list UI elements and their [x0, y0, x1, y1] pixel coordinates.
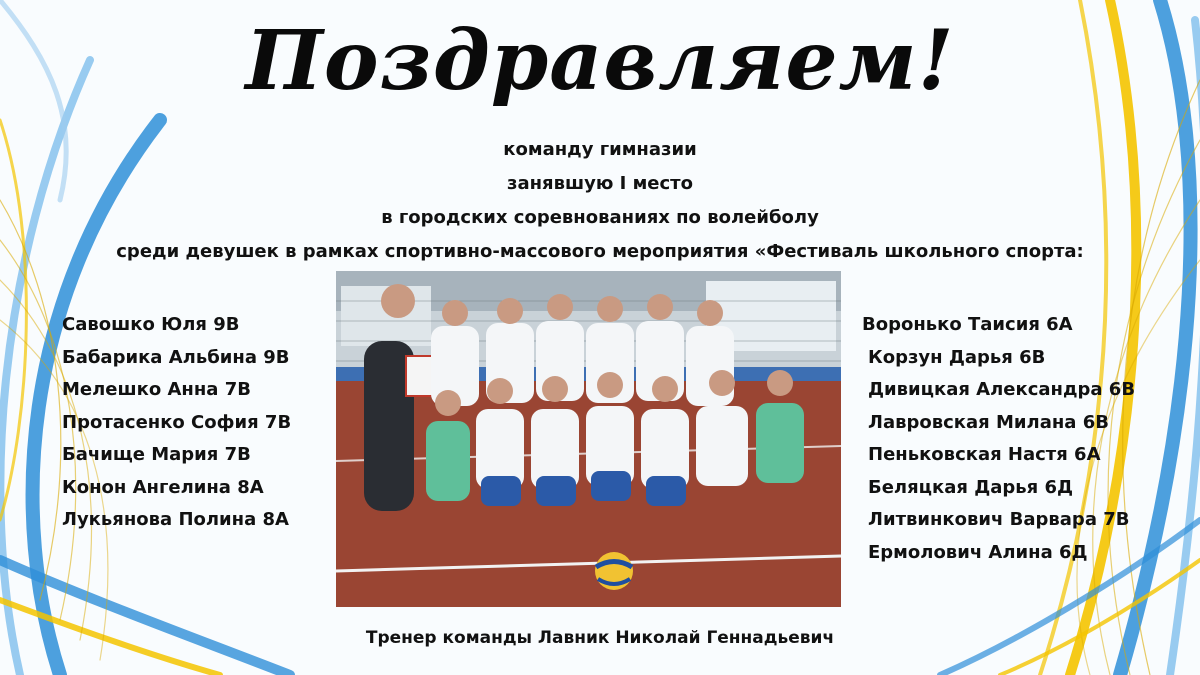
list-item: Мелешко Анна 7В: [62, 379, 251, 400]
list-item: Бабарика Альбина 9В: [62, 346, 290, 368]
page-title: Поздравляем!: [245, 13, 955, 109]
coach-caption: Тренер команды Лавник Николай Геннадьевич: [365, 628, 835, 648]
list-item: Протасенко София 7В: [62, 411, 292, 433]
subtitle-line-3: в городских соревнованиях по волейболу: [381, 207, 819, 228]
list-item: Савошко Юля 9В: [62, 314, 240, 335]
team-photo-illustration: [336, 271, 841, 607]
list-item: Бачище Мария 7В: [62, 444, 251, 465]
team-photo: [336, 271, 841, 607]
right-names-list: [862, 309, 1135, 569]
list-item: Воронько Таисия 6А: [862, 314, 1073, 335]
list-item: Беляцкая Дарья 6Д: [868, 476, 1074, 498]
list-item: Литвинкович Варвара 7В: [868, 509, 1130, 530]
list-item: Дивицкая Александра 6В: [868, 379, 1136, 400]
subtitle-line-1: команду гимназии: [503, 139, 697, 160]
list-item: Лукьянова Полина 8А: [62, 509, 289, 530]
list-item: Корзун Дарья 6В: [868, 346, 1046, 368]
subtitle-line-2: занявшую I место: [507, 173, 693, 194]
subtitle-line-4: среди девушек в рамках спортивно-массового мероприятия «Фестиваль школьного спорта:: [116, 241, 1084, 262]
list-item: Конон Ангелина 8А: [62, 476, 264, 498]
left-names-list: [62, 309, 291, 537]
list-item: Лавровская Милана 6В: [868, 411, 1109, 433]
list-item: Ермолович Алина 6Д: [868, 541, 1088, 563]
list-item: Пеньковская Настя 6А: [868, 444, 1101, 465]
